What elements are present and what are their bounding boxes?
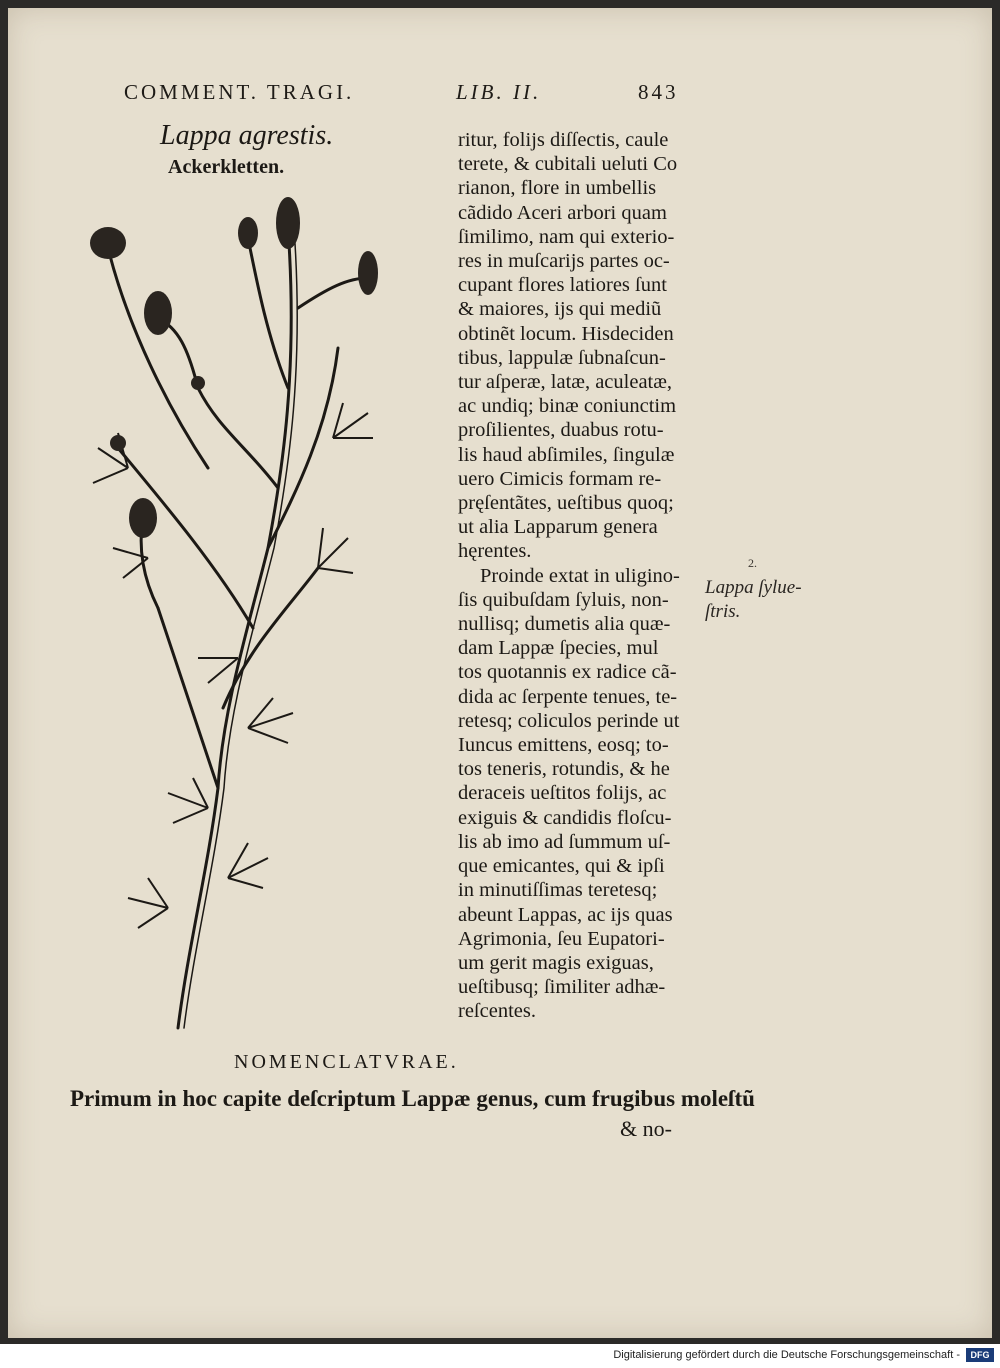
text-line: ſis quibuſdam ſyluis, non- <box>458 588 669 611</box>
text-line: ritur, folijs diſſectis, caule <box>458 129 669 151</box>
text-line: tos teneris, rotundis, & he <box>458 758 670 781</box>
text-line: hęrentes. <box>458 540 532 563</box>
catchword: & no- <box>620 1116 672 1141</box>
text-line: cãdido Aceri arbori quam <box>458 201 667 224</box>
text-line: exiguis & candidis floſcu- <box>458 806 672 829</box>
text-line: obtinẽt locum. Hisdeciden <box>458 322 674 345</box>
text-line: dida ac ſerpente tenues, te- <box>458 685 678 708</box>
text-line: & maiores, ijs qui mediũ <box>458 298 662 321</box>
text-line: dam Lappæ ſpecies, mul <box>458 637 659 660</box>
running-header <box>8 80 992 110</box>
text-line: lis haud abſimiles, ſingulæ <box>458 443 675 466</box>
page-number: 843 <box>638 80 679 104</box>
text-line: lis ab imo ad ſummum uſ- <box>458 830 671 853</box>
text-line: reſcentes. <box>458 1000 536 1023</box>
section-heading: NOMENCLATVRAE. <box>234 1051 459 1073</box>
text-line: ut alia Lapparum genera <box>458 516 658 539</box>
dfg-logo: DFG <box>966 1348 994 1362</box>
text-line: ſimilimo, nam qui exterio- <box>458 225 675 248</box>
margin-note-line: Lappa ſylue- <box>705 577 802 598</box>
text-line: abeunt Lappas, ac ijs quas <box>458 903 673 926</box>
text-line: res in muſcarijs partes oc- <box>458 250 670 273</box>
text-line: ac undiq; binæ coniunctim <box>458 395 677 418</box>
header-book: LIB. II. <box>456 80 542 104</box>
text-line: retesq; coliculos perinde ut <box>458 709 680 732</box>
text-line: que emicantes, qui & ipſi <box>458 855 665 878</box>
text-line: ueſtibusq; ſimiliter adhæ- <box>458 976 666 999</box>
digitization-footer <box>0 1344 1000 1368</box>
header-title: COMMENT. TRAGI. <box>124 80 355 104</box>
text-line: Proinde extat in uligino- <box>480 564 680 587</box>
text-line: tur aſperæ, latæ, aculeatæ, <box>458 371 673 394</box>
main-text-column <box>458 128 708 1024</box>
text-line: Agrimonia, ſeu Eupatori- <box>458 927 665 950</box>
text-line: pręſentãtes, ueſtibus quoq; <box>458 492 674 515</box>
text-line: in minutiſſimas teretesq; <box>458 879 658 902</box>
text-line: deraceis ueſtitos folijs, ac <box>458 782 667 805</box>
text-line: Iuncus emittens, eosq; to- <box>458 734 669 757</box>
margin-note <box>705 576 825 624</box>
margin-note-line: ſtris. <box>705 601 741 622</box>
book-page <box>8 8 992 1338</box>
plant-woodcut-illustration <box>48 188 408 1048</box>
text-line: tibus, lappulæ ſubnaſcun- <box>458 346 666 369</box>
text-line: um gerit magis exiguas, <box>458 951 654 974</box>
text-line: rianon, flore in umbellis <box>458 177 657 200</box>
text-line: tos quotannis ex radice cã- <box>458 661 677 684</box>
text-line: terete, & cubitali ueluti Co <box>458 153 678 176</box>
text-line: cupant flores latiores ſunt <box>458 274 667 297</box>
margin-number: 2. <box>748 556 757 570</box>
text-line: nullisq; dumetis alia quæ- <box>458 613 671 636</box>
closing-line: Primum in hoc capite deſcriptum Lappæ genus, cum frugibus moleſtũ <box>70 1086 755 1111</box>
figure-vernacular: Ackerkletten. <box>168 156 285 178</box>
text-line: proſilientes, duabus rotu- <box>458 419 664 442</box>
text-line: uero Cimicis formam re- <box>458 467 662 490</box>
footer-credit: Digitalisierung gefördert durch die Deutsche Forschungsgemeinschaft - <box>613 1349 960 1361</box>
figure-title: Lappa agrestis. <box>160 120 334 151</box>
